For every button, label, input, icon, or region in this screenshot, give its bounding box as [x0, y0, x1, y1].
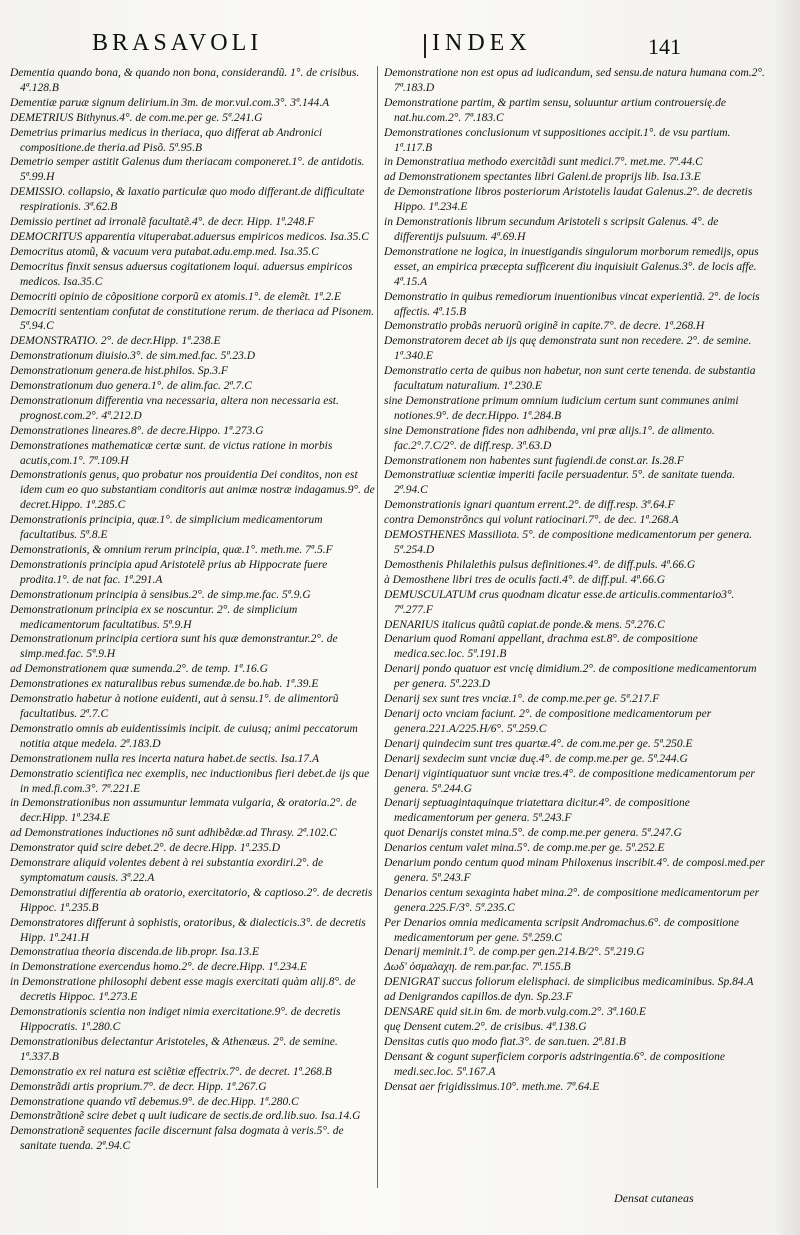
index-entry: Demonstratio probãs neruorũ originẽ in capite.7°. de decre. 1ª.268.H — [384, 320, 705, 333]
index-entry: ad Denigrandos capillos.de dyn. Sp.23.F — [384, 991, 573, 1004]
index-entry: Demonstratio in quibus remediorum inuentionibus vincat experientiã. 2°. de locis affectis. 4ª.15.B — [384, 290, 760, 318]
header-center-title: INDEX — [432, 30, 532, 56]
index-entry: Demonstratores differunt à sophistis, oratoribus, & dialecticis.3°. de decretis Hipp. 1ª.241.H — [10, 916, 366, 944]
index-entry: Demissio pertinet ad irronalẽ facultatẽ.4°. de decr. Hipp. 1ª.248.F — [10, 216, 315, 229]
index-entry: Demonstrationum principia à sensibus.2°. de simp.me.fac. 5ª.9.G — [10, 588, 311, 601]
index-entry: contra Demonstrõncs qui volunt ratiocinari.7°. de dec. 1ª.268.A — [384, 514, 679, 527]
index-entry: Demetrio semper astitit Galenus dum theriacam componeret.1°. de antidotis. 5ª.99.H — [10, 156, 365, 184]
index-entry: Denarij octo vnciam faciunt. 2°. de compositione medicamentorum per genera.221.A/225.H/6°. 5ª.259.C — [384, 707, 712, 735]
index-entry: Demonstratio habetur à notione euidenti, aut à sensu.1°. de alimentorũ facultatibus. 2ª.7.C — [10, 693, 339, 720]
index-entry: DEMOCRITUS apparentia vituperabat.aduersus empiricos medicos. Isa.35.C — [10, 230, 369, 243]
index-entry: Denarij vigintiquatuor sunt vnciæ tres.4°. de compositione medicamentorum per genera. 5ª.244.G — [384, 767, 755, 795]
index-entry: Densitas cutis quo modo fiat.3°. de san.tuen. 2ª.81.B — [384, 1035, 626, 1048]
index-entry: Demonstratiua theoria discenda.de lib.propr. Isa.13.E — [10, 946, 260, 959]
index-entry: Demonstrãtionẽ scire debet q uult iudicare de sectis.de ord.lib.suo. Isa.14.G — [10, 1110, 361, 1123]
index-entry: Demonstrationem nulla res incerta natura habet.de sectis. Isa.17.A — [10, 752, 320, 765]
index-entry: Demonstrationes conclusionum vt suppositiones accipit.1°. de vsu partium. 1ª.117.B — [384, 126, 731, 154]
index-entry: Demonstratiuæ scientiæ imperiti facile persuadentur. 5°. de sanitate tuenda. 2ª.94.C — [384, 469, 736, 497]
column-divider — [377, 66, 378, 1188]
index-entry: Demetrius primarius medicus in theriaca, quo differat ab Andronici compositione.de theria.ad Pisõ. 5ª.95.B — [10, 126, 323, 154]
index-entry: Denarij pondo quatuor est vncię dimidium.2°. de compositione medicamentorum per genera. 5ª.223.D — [384, 663, 757, 691]
index-entry: Denarium pondo centum quod minam Philoxenus inscribit.4°. de composi.med.per genera. 5ª.243.F — [384, 857, 765, 884]
index-entry: in Demonstratiua methodo exercitãdi sunt medici.7°. met.me. 7ª.44.C — [384, 156, 703, 169]
page-number: 141 — [648, 34, 681, 59]
index-entry: à Demosthene libri tres de oculis facti.4°. de diff.pul. 4ª.66.G — [384, 573, 666, 586]
index-entry: Demonstrationes lineares.8°. de decre.Hippo. 1ª.273.G — [10, 424, 264, 437]
index-entry: Demonstrationum diuisio.3°. de sim.med.fac. 5ª.23.D — [10, 350, 256, 363]
index-entry: Demonstratiui differentia ab oratorio, exercitatorio, & captioso.2°. de decretis Hippoc. 1ª.235.B — [10, 886, 373, 914]
index-entry: Demonstratione partim, & partim sensu, soluuntur artium controuersię.de nat.hu.com.2°. 7ª.183.C — [384, 96, 727, 124]
index-entry: Demonstrationem non habentes sunt fugiendi.de const.ar. Is.28.F — [384, 454, 684, 467]
index-entry: Demonstrationum principia ex se noscuntur. 2°. de simplicium medicamentorum facultatibus. 5ª.9.H — [10, 603, 298, 631]
index-entry: Demonstrationum differentia vna necessaria, altera non necessaria est. prognost.com.2°. 4ª.212.D — [10, 394, 339, 422]
index-entry: Denarij sexdecim sunt vnciæ duę.4°. de comp.me.per ge. 5ª.244.G — [384, 752, 688, 765]
index-entry: Densant & cogunt superficiem corporis adstringentia.6°. de compositione medi.sec.loc. 5ª.167.A — [384, 1050, 725, 1078]
index-entry: de Demonstratione libros posteriorum Aristotelis laudat Galenus.2°. de decretis Hippo. 1ª.234.E — [384, 186, 753, 214]
index-entry: ad Demonstrationem spectantes libri Galeni.de proprijs lib. Isa.13.E — [384, 171, 701, 184]
index-entry: DEMONSTRATIO. 2°. de decr.Hipp. 1ª.238.E — [10, 335, 221, 348]
index-entry: Demonstrationum principia certiora sunt his quæ demonstrantur.2°. de simp.med.fac. 5ª.9.H — [10, 633, 338, 661]
index-entry: DEMISSIO. collapsio, & laxatio particulæ quo modo differant.de difficultate respirationis. 3ª.62.B — [10, 186, 365, 214]
index-entry: in Demonstratione philosophi debent esse magis exercitati quàm alij.8°. de decretis Hippoc. 1ª.273.E — [10, 976, 356, 1004]
index-entry: Per Denarios omnia medicamenta scripsit Andromachus.6°. de compositione medicamentorum per gene. 5ª.259.C — [384, 916, 739, 944]
header-left-title: BRASAVOLI — [92, 30, 263, 56]
left-index-column — [10, 66, 378, 1154]
right-index-column — [384, 66, 768, 1095]
index-entry: Denarium quod Romani appellant, drachma est.8°. de compositione medica.sec.loc. 5ª.191.B — [384, 633, 698, 661]
index-entry: Demonstrãdi artis proprium.7°. de decr. Hipp. 1ª.267.G — [10, 1080, 267, 1093]
index-entry: Demonstrationum duo genera.1°. de alim.fac. 2ª.7.C — [10, 380, 252, 393]
index-entry: Demonstrare aliquid volentes debent à rei substantia exordiri.2°. de symptomatum causis. 3ª.22.A — [10, 857, 324, 884]
catchword: Densat cutaneas — [614, 1191, 694, 1205]
index-entry: DEMETRIUS Bithynus.4°. de com.me.per ge. 5ª.241.G — [10, 111, 263, 124]
index-entry: Demonstratione ne logica, in inuestigandis singulorum morborum remedijs, opus esset, an empirica præcepta sufficerent diu inquisiuit Galenus.3°. de locis affe. 4ª.15.A — [384, 245, 759, 288]
index-entry: DENIGRAT succus foliorum elelisphaci. de simplicibus medicaminibus. Sp.84.A — [384, 976, 754, 989]
index-entry: Demonstratio scientifica nec exemplis, nec inductionibus fieri debet.de ijs que in med.fi.com.3°. 7ª.221.E — [10, 767, 370, 795]
index-entry: in Demonstrationibus non assumuntur lemmata vulgaria, & oratoria.2°. de decr.Hipp. 1ª.234.E — [10, 797, 357, 825]
index-entry: Democritus finxit sensus aduersus cogitationem loqui. aduersus empiricos medicos. Isa.35.C — [10, 260, 353, 288]
index-entry: Demonstrationis principia apud Aristotelẽ prius ab Hippocrate fuere prodita.1°. de nat fac. 1ª.291.A — [10, 558, 328, 586]
index-entry: Demonstrationis, & omnium rerum principia, quæ.1°. meth.me. 7ª.5.F — [10, 544, 333, 556]
index-entry: Denarios centum sexaginta habet mina.2°. de compositione medicamentorum per genera.225.F/3°. 5ª.235.C — [384, 886, 760, 914]
index-entry: Democriti sententiam confutat de constitutione rerum. de theriaca ad Pisonem. 5ª.94.C — [10, 305, 374, 333]
index-entry: in Demonstrationis librum secundum Aristoteli s scripsit Galenus. 4°. de differentijs pulsuum. 4ª.69.H — [384, 216, 719, 243]
index-entry: Democritus atomũ, & vacuum vera putabat.adu.emp.med. Isa.35.C — [10, 245, 319, 258]
index-entry: sine Demonstratione primum omnium iudicium certum sunt communes animi notiones.9°. de decr.Hippo. 1ª.284.B — [384, 394, 739, 422]
index-entry: sine Demonstratione fides non adhibenda, vni præ alijs.1°. de alimento. fac.2°.7.C/2°. de diff.resp. 3ª.63.D — [384, 424, 715, 452]
index-entry: Demonstrationis principia, quæ.1°. de simplicium medicamentorum facultatibus. 5ª.8.E — [10, 514, 323, 542]
index-entry: ad Demonstrationes inductiones nõ sunt adhibẽdæ.ad Thrasy. 2ª.102.C — [10, 827, 337, 840]
index-entry: Demonstrationum genera.de hist.philos. Sp.3.F — [10, 365, 228, 378]
index-entry: DENARIUS italicus quãtũ capiat.de ponde.& mens. 5ª.276.C — [384, 618, 665, 631]
index-entry: Demonstratione quando vtĩ debemus.9°. de dec.Hipp. 1ª.280.C — [10, 1095, 299, 1108]
index-entry: Demonstrationes ex naturalibus rebus sumendæ.de bo.hab. 1ª.39.E — [10, 678, 319, 691]
index-entry: quot Denarijs constet mina.5°. de comp.me.per genera. 5ª.247.G — [384, 827, 682, 840]
running-header — [0, 28, 800, 68]
index-entry: Dementia quando bona, & quando non bona, considerandũ. 1°. de crisibus. 4ª.128.B — [10, 67, 360, 94]
index-entry: Denarij sex sunt tres vnciæ.1°. de comp.me.per ge. 5ª.217.F — [384, 693, 660, 706]
index-entry: Dementiæ paruæ signum delirium.in 3m. de mor.vul.com.3°. 3ª.144.A — [10, 96, 330, 109]
index-entry: Demonstrationis genus, quo probatur nos prouidentia Dei conditos, non est idem cum eo quo substantiam conditoris aut animæ nostræ indagamus.9°. de decret.Hippo. 1ª.285.C — [10, 469, 375, 512]
index-entry: ad Demonstrationem quæ sumenda.2°. de temp. 1ª.16.G — [10, 663, 268, 676]
index-entry: DEMOSTHENES Massiliota. 5°. de compositione medicamentorum per genera. 5ª.254.D — [384, 529, 753, 556]
index-entry: Demonstrator quid scire debet.2°. de decre.Hipp. 1ª.235.D — [10, 842, 281, 855]
index-entry: Demonstrationis scientia non indiget nimia exercitatione.9°. de decretis Hippocratis. 1ª.280.C — [10, 1006, 341, 1033]
index-entry: Demonstrationẽ sequentes facile discernunt falsa dogmata à veris.5°. de sanitate tuenda. 2ª.94.C — [10, 1125, 344, 1153]
index-entry: Demosthenis Philalethis pulsus definitiones.4°. de diff.puls. 4ª.66.G — [384, 558, 696, 571]
index-entry: Densat aer frigidissimus.10°. meth.me. 7ª.64.E — [384, 1080, 600, 1093]
index-entry: Demonstratio ex rei natura est sciẽtiæ effectrix.7°. de decret. 1ª.268.B — [10, 1065, 332, 1078]
index-entry: Democriti opinio de cõpositione corporũ ex atomis.1°. de elemẽt. 1ª.2.E — [10, 290, 341, 303]
index-entry: Δωδ' ὀσμαλαχη. de rem.par.fac. 7ª.155.B — [384, 961, 571, 974]
index-entry: DEMUSCULATUM crus quodnam dicatur esse.de articulis.commentario3°. 7ª.277.F — [384, 588, 735, 616]
index-entry: Denarij septuagintaquinque triatettara dicitur.4°. de compositione medicamentorum per genera. 5ª.243.F — [384, 797, 690, 825]
index-entry: Demonstratio omnis ab euidentissimis incipit. de cuiusq; animi peccatorum notitia atque medela. 2ª.183.D — [10, 722, 358, 750]
index-entry: Demonstratio certa de quibus non habetur, non sunt certe tenenda. de substantia facultatum naturalium. 1ª.230.E — [384, 365, 756, 393]
index-entry: Denarios centum valet mina.5°. de comp.me.per ge. 5ª.252.E — [384, 842, 665, 855]
index-entry: DENSARE quid sit.in 6m. de morb.vulg.com.2°. 3ª.160.E — [384, 1006, 647, 1019]
index-entry: quę Densent cutem.2°. de crisibus. 4ª.138.G — [384, 1021, 587, 1033]
index-entry: Demonstratione non est opus ad iudicandum, sed sensu.de natura humana com.2°. 7ª.183.D — [384, 67, 765, 94]
index-entry: Denarij meminit.1°. de comp.per gen.214.B/2°. 5ª.219.G — [384, 946, 645, 959]
index-entry: Denarij quindecim sunt tres quartæ.4°. de com.me.per ge. 5ª.250.E — [384, 737, 693, 750]
index-entry: Demonstrationibus delectantur Aristoteles, & Athenæus. 2°. de semine. 1ª.337.B — [10, 1035, 338, 1063]
index-entry: Demonstrationes mathematicæ certæ sunt. de victus ratione in morbis acutis,com.1°. 7ª.109.H — [10, 439, 333, 467]
index-entry: Demonstratorem decet ab ijs quę demonstrata sunt non recedere. 2°. de semine. 1ª.340.E — [384, 335, 752, 363]
index-entry: Demonstrationis ignari quantum errent.2°. de diff.resp. 3ª.64.F — [384, 499, 675, 512]
index-entry: in Demonstratione exercendus homo.2°. de decre.Hipp. 1ª.234.E — [10, 961, 307, 974]
